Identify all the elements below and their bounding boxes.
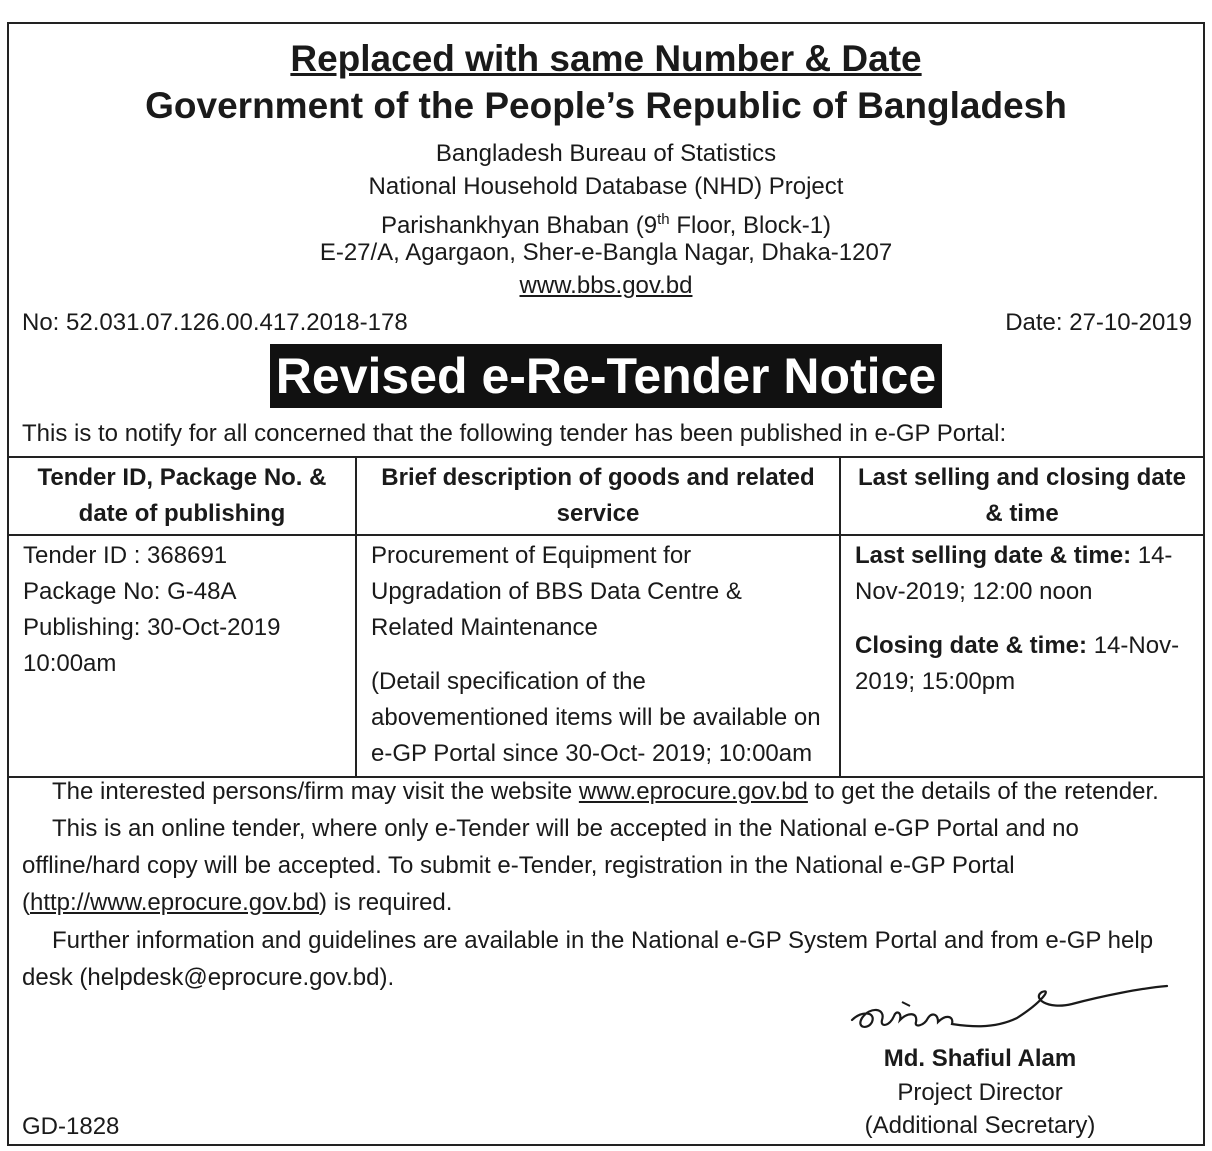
intro-text: This is to notify for all concerned that the following tender has been published in e-GP Portal: xyxy=(22,420,1007,447)
last-selling-date xyxy=(855,538,1189,610)
website-link[interactable]: www.bbs.gov.bd xyxy=(519,272,693,299)
tender-id-cell xyxy=(8,535,356,777)
egp-portal-link[interactable]: http://www.eprocure.gov.bd xyxy=(30,889,320,916)
notice-title-banner xyxy=(0,344,1212,408)
signatory-name: Md. Shafiul Alam xyxy=(883,1045,1077,1072)
last-selling-label: Last selling date & time: xyxy=(855,542,1132,569)
building-text-end: Floor, Block-1) xyxy=(669,212,832,239)
government-heading: Government of the People’s Republic of Bangladesh xyxy=(145,85,1067,126)
package-no: Package No: G-48A xyxy=(23,578,237,605)
last-selling-value: 14-Nov-2019; 12:00 noon xyxy=(855,542,1173,605)
paragraph-text-end: to get the details of the retender. xyxy=(807,778,1159,805)
eprocure-link[interactable]: www.eprocure.gov.bd xyxy=(578,778,808,805)
notice-title: Revised e-Re-Tender Notice xyxy=(270,344,942,408)
column-header-dates: Last selling and closing date & time xyxy=(840,457,1204,535)
paragraph-text: The interested persons/firm may visit the website xyxy=(52,778,579,805)
description-cell xyxy=(356,535,840,777)
column-header-tender-id: Tender ID, Package No. & date of publishing xyxy=(8,457,356,535)
signatory-title: Project Director xyxy=(897,1079,1063,1106)
tender-id: Tender ID : 368691 xyxy=(23,542,228,569)
project-name: National Household Database (NHD) Project xyxy=(368,173,844,200)
footer-code: GD-1828 xyxy=(22,1113,120,1140)
building-text: Parishankhyan Bhaban (9 xyxy=(380,212,658,239)
publishing-date: Publishing: 30-Oct-2019 10:00am xyxy=(23,614,281,677)
street-address: E-27/A, Agargaon, Sher-e-Bangla Nagar, Dhaka-1207 xyxy=(319,239,893,266)
memo-number: No: 52.031.07.126.00.417.2018-178 xyxy=(22,309,408,336)
website-paragraph xyxy=(22,773,1194,810)
dates-cell xyxy=(840,535,1204,777)
online-tender-paragraph xyxy=(22,810,1194,921)
memo-date: Date: 27-10-2019 xyxy=(1005,309,1192,336)
further-info-paragraph: Further information and guidelines are available in the National e-GP System Portal and from e-GP help desk (helpdesk@eprocure.gov.bd). xyxy=(22,927,1154,991)
bureau-name: Bangladesh Bureau of Statistics xyxy=(435,140,777,167)
closing-label: Closing date & time: xyxy=(855,632,1088,659)
closing-date xyxy=(855,628,1189,700)
table-header-row xyxy=(8,457,1204,535)
signatory-rank: (Additional Secretary) xyxy=(864,1112,1096,1139)
table-row xyxy=(8,535,1204,777)
closing-value: 14-Nov-2019; 15:00pm xyxy=(855,632,1180,695)
building-superscript: th xyxy=(657,211,670,228)
paragraph-text-end: ) is required. xyxy=(319,889,453,916)
column-header-description: Brief description of goods and related service xyxy=(356,457,840,535)
specification-note: (Detail specification of the abovementioned items will be available on e-GP Portal since 30-Oct- 2019; 10:00am xyxy=(371,668,821,767)
tender-table xyxy=(7,456,1205,778)
paragraph-text: This is an online tender, where only e-Tender will be accepted in the National e-GP Portal and no offline/hard copy will be accepted. To submit e-Tender, registration in the National e-GP Portal ( xyxy=(22,815,1079,916)
goods-description: Procurement of Equipment for Upgradation of BBS Data Centre & Related Maintenance xyxy=(371,542,742,641)
replaced-heading: Replaced with same Number & Date xyxy=(290,38,922,79)
signature-image xyxy=(842,982,1172,1044)
